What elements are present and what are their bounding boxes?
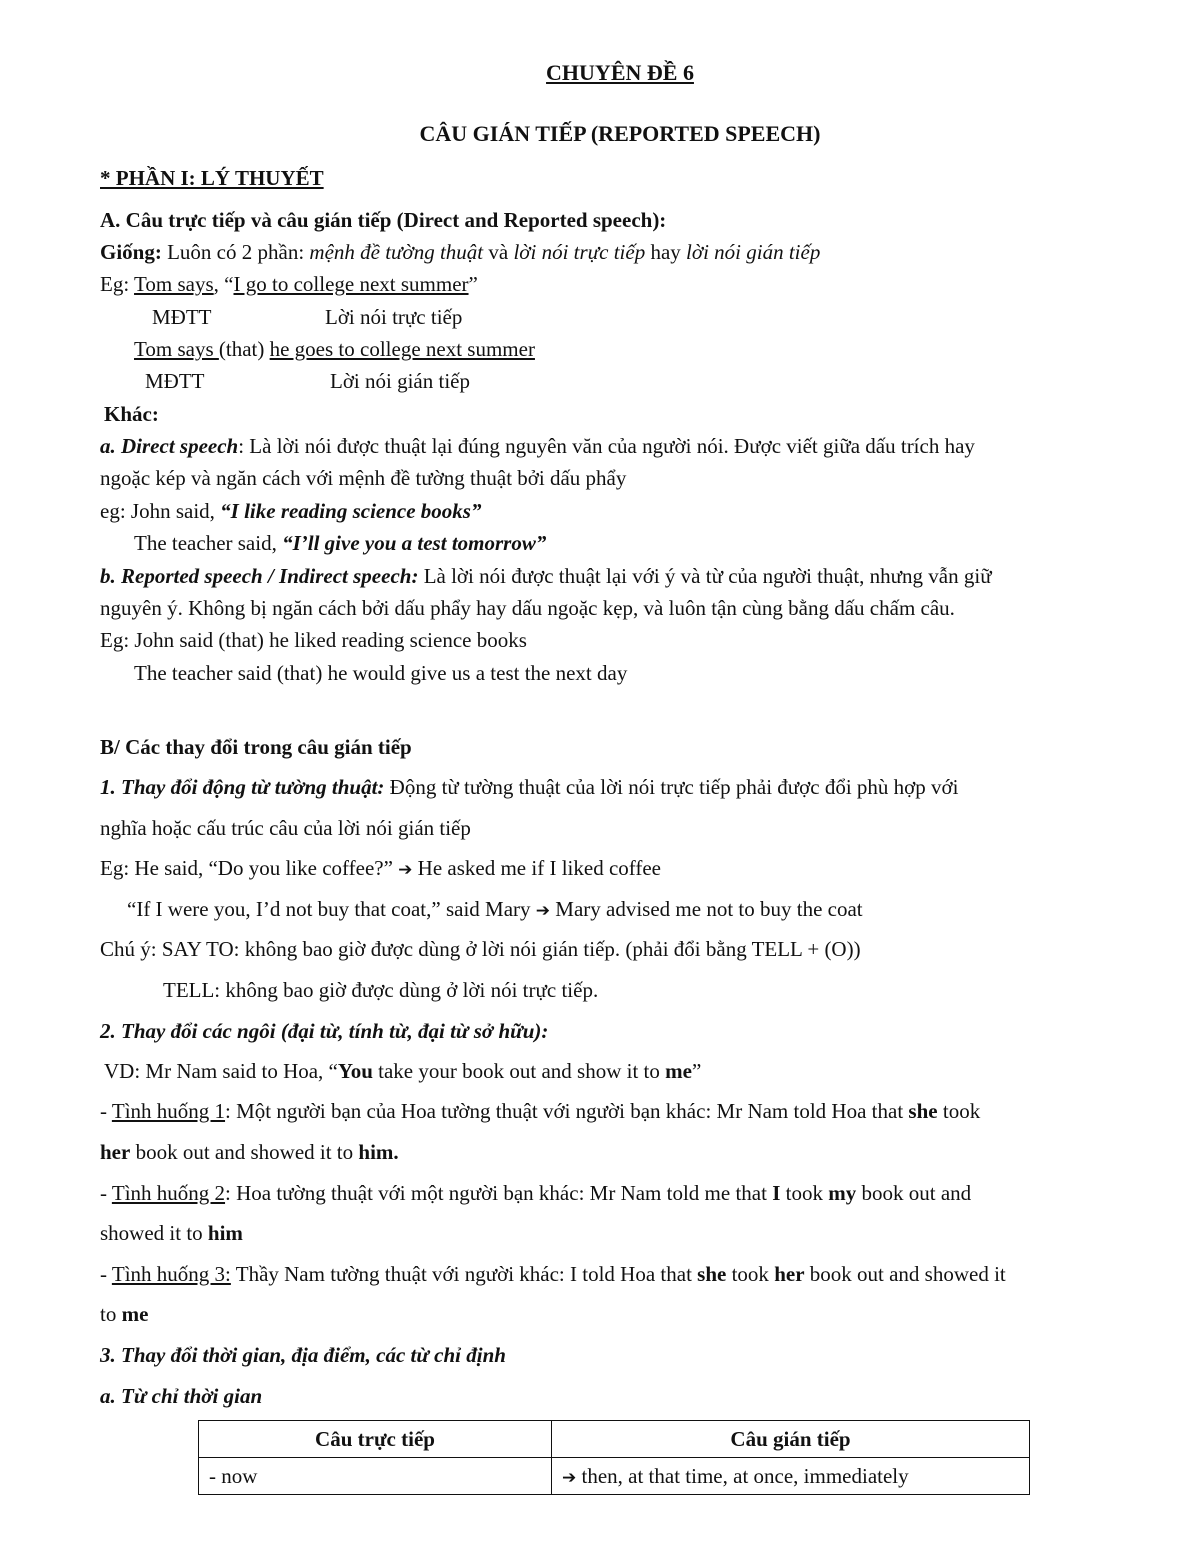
text: (that) bbox=[218, 337, 270, 361]
text: - bbox=[100, 1181, 112, 1205]
rule-label: 1. Thay đổi động từ tường thuật: bbox=[100, 775, 385, 799]
term: b. Reported speech / Indirect speech: bbox=[100, 564, 419, 588]
text: eg: John said, bbox=[100, 499, 221, 523]
situation-1 bbox=[100, 1098, 980, 1124]
text: The teacher said, bbox=[134, 531, 283, 555]
quote: “I’ll give you a test tomorrow” bbox=[282, 531, 547, 555]
label-indirect: Lời nói gián tiếp bbox=[330, 369, 470, 393]
text: ” bbox=[691, 1059, 702, 1083]
situation-label: Tình huống 3: bbox=[111, 1262, 231, 1286]
note-tell: TELL: không bao giờ được dùng ở lời nói trực tiếp. bbox=[163, 978, 599, 1002]
direct-example-2 bbox=[134, 530, 546, 556]
reported-example-2: The teacher said (that) he would give us a test the next day bbox=[134, 661, 628, 685]
text: và bbox=[483, 240, 514, 264]
text: Thầy Nam tường thuật với người khác: I told Hoa that bbox=[230, 1262, 698, 1286]
rule-1-example-2 bbox=[127, 896, 863, 924]
text: took bbox=[780, 1181, 829, 1205]
table-header-indirect: Câu gián tiếp bbox=[552, 1421, 1030, 1458]
page-title: CHUYÊN ĐỀ 6 bbox=[546, 60, 694, 85]
section-a-heading: A. Câu trực tiếp và câu gián tiếp (Direct and Reported speech): bbox=[100, 208, 667, 232]
text: Là lời nói được thuật lại với ý và từ của người thuật, nhưng vẫn giữ bbox=[418, 564, 992, 588]
pronoun: her bbox=[774, 1262, 805, 1286]
italic-term: lời nói gián tiếp bbox=[686, 240, 821, 264]
table-header-direct: Câu trực tiếp bbox=[199, 1421, 552, 1458]
rule-2: 2. Thay đổi các ngôi (đại từ, tính từ, đại từ sở hữu): bbox=[100, 1019, 549, 1043]
text: : Là lời nói được thuật lại đúng nguyên văn của người nói. Được viết giữa dấu trích hay bbox=[238, 434, 975, 458]
direct-example-1 bbox=[100, 498, 481, 524]
italic-term: mệnh đề tường thuật bbox=[309, 240, 484, 264]
text: - bbox=[100, 1262, 112, 1286]
italic-term: lời nói trực tiếp bbox=[513, 240, 646, 264]
text: showed it to bbox=[100, 1221, 208, 1245]
text: Động từ tường thuật của lời nói trực tiếp phải được đổi phù hợp với bbox=[384, 775, 959, 799]
text: book out and showed it bbox=[804, 1262, 1006, 1286]
situation-1-cont bbox=[100, 1139, 399, 1165]
rule-1-cont: nghĩa hoặc cấu trúc câu của lời nói gián tiếp bbox=[100, 816, 471, 840]
text: hay bbox=[645, 240, 687, 264]
example-direct bbox=[100, 271, 478, 297]
text: VD: Mr Nam said to Hoa, “ bbox=[104, 1059, 338, 1083]
cell-text: then, at that time, at once, immediately bbox=[576, 1463, 909, 1488]
text: : Hoa tường thuật với một người bạn khác: Mr Nam told me that bbox=[225, 1181, 773, 1205]
situation-2-cont bbox=[100, 1220, 243, 1246]
text: ” bbox=[468, 272, 478, 296]
text: , “ bbox=[213, 272, 234, 296]
direct-speech-def-2: ngoặc kép và ngăn cách với mệnh đề tường thuật bởi dấu phẩy bbox=[100, 466, 627, 490]
right-arrow-icon: ➔ bbox=[535, 901, 551, 921]
pronoun: me bbox=[121, 1302, 149, 1326]
situation-3-cont bbox=[100, 1301, 148, 1327]
label-mdtt: MĐTT bbox=[152, 305, 212, 329]
situation-2 bbox=[100, 1180, 971, 1206]
text: took bbox=[726, 1262, 775, 1286]
rule-1 bbox=[100, 774, 958, 800]
pronoun: she bbox=[697, 1262, 727, 1286]
pronoun: I bbox=[772, 1181, 781, 1205]
part-heading: * PHẦN I: LÝ THUYẾT bbox=[100, 166, 324, 190]
text: take your book out and show it to bbox=[372, 1059, 666, 1083]
text: Mary advised me not to buy the coat bbox=[550, 897, 863, 921]
text: took bbox=[937, 1099, 981, 1123]
pronoun: You bbox=[337, 1059, 373, 1083]
reported-speech-def-2: nguyên ý. Không bị ngăn cách bởi dấu phẩy hay dấu ngoặc kẹp, và luôn tận cùng bằng dấu chấm câu. bbox=[100, 596, 955, 620]
same-line bbox=[100, 239, 820, 265]
reported-speech-def bbox=[100, 563, 992, 589]
right-arrow-icon: ➔ bbox=[562, 1467, 577, 1488]
situation-label: Tình huống 2 bbox=[111, 1181, 226, 1205]
reported-example-1: Eg: John said (that) he liked reading science books bbox=[100, 628, 527, 652]
example-indirect bbox=[134, 336, 535, 362]
time-words-table bbox=[198, 1420, 1030, 1495]
pronoun: him. bbox=[358, 1140, 399, 1164]
situation-label: Tình huống 1 bbox=[111, 1099, 226, 1123]
text: “If I were you, I’d not buy that coat,” said Mary bbox=[127, 897, 536, 921]
rule-3: 3. Thay đổi thời gian, địa điểm, các từ chỉ định bbox=[100, 1343, 506, 1367]
diff-label: Khác: bbox=[104, 402, 159, 426]
text: book out and showed it to bbox=[130, 1140, 359, 1164]
right-arrow-icon: ➔ bbox=[398, 860, 413, 880]
table-row bbox=[199, 1458, 1030, 1495]
text: to bbox=[100, 1302, 122, 1326]
indirect-words: he goes to college next summer bbox=[269, 337, 535, 361]
term: a. Direct speech bbox=[100, 434, 239, 458]
text: book out and bbox=[856, 1181, 972, 1205]
text: He asked me if I liked coffee bbox=[412, 856, 662, 880]
situation-3 bbox=[100, 1261, 1006, 1287]
direct-speech-def bbox=[100, 433, 975, 459]
table-cell-indirect bbox=[552, 1458, 1030, 1495]
table-header-row bbox=[199, 1421, 1030, 1458]
section-b-heading: B/ Các thay đổi trong câu gián tiếp bbox=[100, 735, 412, 759]
rule-2-example bbox=[104, 1058, 701, 1084]
rule-3a: a. Từ chỉ thời gian bbox=[100, 1384, 263, 1408]
pronoun: her bbox=[100, 1140, 131, 1164]
text: - bbox=[100, 1099, 112, 1123]
text: : Một người bạn của Hoa tường thuật với người bạn khác: Mr Nam told Hoa that bbox=[225, 1099, 909, 1123]
reporting-clause: Tom says bbox=[134, 337, 219, 361]
pronoun: me bbox=[665, 1059, 692, 1083]
note-say-to: Chú ý: SAY TO: không bao giờ được dùng ở lời nói gián tiếp. (phải đổi bằng TELL + (O)) bbox=[100, 937, 861, 961]
pronoun: him bbox=[207, 1221, 243, 1245]
text: Luôn có 2 phần: bbox=[161, 240, 310, 264]
pronoun: my bbox=[828, 1181, 857, 1205]
table-cell-direct: - now bbox=[199, 1458, 552, 1495]
reporting-clause: Tom says bbox=[134, 272, 214, 296]
label-mdtt: MĐTT bbox=[145, 369, 205, 393]
pronoun: she bbox=[908, 1099, 938, 1123]
rule-1-example-1 bbox=[100, 855, 661, 883]
same-label: Giống: bbox=[100, 240, 162, 264]
text: Eg: bbox=[100, 272, 135, 296]
page-subtitle: CÂU GIÁN TIẾP (REPORTED SPEECH) bbox=[419, 121, 821, 146]
label-direct: Lời nói trực tiếp bbox=[325, 305, 463, 329]
text: Eg: He said, “Do you like coffee?” bbox=[100, 856, 399, 880]
quote: “I like reading science books” bbox=[220, 499, 482, 523]
direct-words: I go to college next summer bbox=[233, 272, 469, 296]
